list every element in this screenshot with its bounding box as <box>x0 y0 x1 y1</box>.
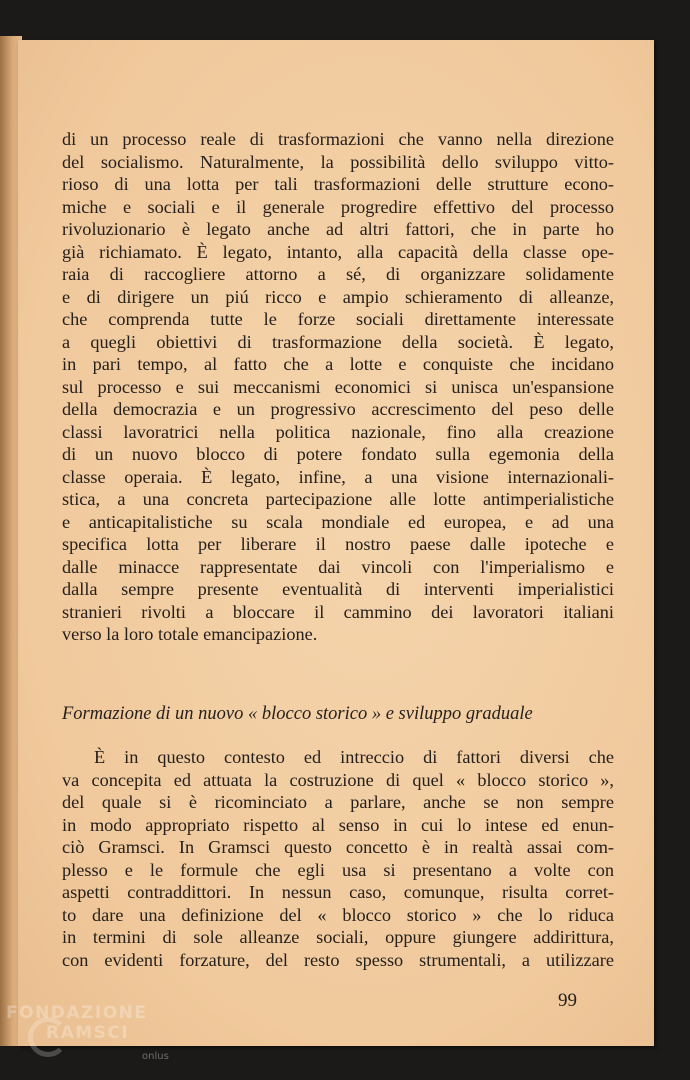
book-page <box>18 40 654 1046</box>
text-line: aspetti contraddittori. In nessun caso, comunque, risulta corret- <box>62 882 614 902</box>
text-line: verso la loro totale emancipazione. <box>62 624 318 644</box>
text-line: to dare una definizione del « blocco storico » che lo riduca <box>62 904 614 925</box>
text-line: ciò Gramsci. In Gramsci questo concetto è in realtà assai com- <box>62 837 614 857</box>
watermark-line1: FONDAZIONE <box>6 1003 148 1023</box>
text-line: È in questo contesto ed intreccio di fattori diversi che <box>94 747 614 767</box>
text-line: plesso e le formule che egli usa si presentano a volte con <box>62 859 614 880</box>
watermark-suffix: onlus <box>142 1051 169 1062</box>
text-line: classe operaia. È legato, infine, a una visione internazionali- <box>62 466 614 487</box>
text-line: e di dirigere un piú ricco e ampio schieramento di alleanze, <box>62 286 614 307</box>
text-line: in modo appropriato rispetto al senso in cui lo intese ed enun- <box>62 814 614 835</box>
body-paragraph-1 <box>62 128 614 646</box>
text-line: che comprenda tutte le forze sociali direttamente interessate <box>62 309 614 329</box>
text-line: in termini di sole alleanze sociali, oppure giungere addirittura, <box>62 927 614 947</box>
section-heading: Formazione di un nuovo « blocco storico » e sviluppo graduale <box>62 704 533 724</box>
text-line: del socialismo. Naturalmente, la possibilità dello sviluppo vitto- <box>62 151 614 172</box>
text-line: stranieri rivolti a bloccare il cammino dei lavoratori italiani <box>62 601 614 622</box>
text-line: di un nuovo blocco di potere fondato sulla egemonia della <box>62 444 614 464</box>
body-paragraph-2 <box>62 746 614 971</box>
text-line: sul processo e sui meccanismi economici si unisca un'espansione <box>62 376 614 397</box>
text-line: stica, a una concreta partecipazione alle lotte antimperialistiche <box>62 489 614 509</box>
text-line: dalla sempre presente eventualità di interventi imperialistici <box>62 579 614 599</box>
text-line: miche e sociali e il generale progredire effettivo del processo <box>62 196 614 217</box>
text-line: raia di raccogliere attorno a sé, di organizzare solidamente <box>62 264 614 284</box>
page-number: 99 <box>558 990 577 1011</box>
fondazione-gramsci-watermark <box>6 1003 206 1073</box>
text-line: rioso di una lotta per tali trasformazioni delle strutture econo- <box>62 174 614 194</box>
text-line: di un processo reale di trasformazioni che vanno nella direzione <box>62 129 614 149</box>
text-line: già richiamato. È legato, intanto, alla capacità della classe ope- <box>62 241 614 262</box>
text-line: con evidenti forzature, del resto spesso strumentali, a utilizzare <box>62 949 614 970</box>
text-line: a quegli obiettivi di trasformazione della società. È legato, <box>62 331 614 352</box>
text-line: della democrazia e un progressivo accrescimento del peso delle <box>62 399 614 419</box>
text-line: dalle minacce rappresentate dai vincoli con l'imperialismo e <box>62 556 614 577</box>
text-line: rivoluzionario è legato anche ad altri fattori, che in parte ho <box>62 219 614 239</box>
watermark-line2: RAMSCI <box>46 1023 130 1043</box>
text-line: in pari tempo, al fatto che a lotte e conquiste che incidano <box>62 354 614 374</box>
text-line: va concepita ed attuata la costruzione di quel « blocco storico », <box>62 769 614 790</box>
text-line: classi lavoratrici nella politica nazionale, fino alla creazione <box>62 421 614 442</box>
text-line: del quale si è ricominciato a parlare, anche se non sempre <box>62 792 614 812</box>
text-line: e anticapitalistiche su scala mondiale ed europea, e ad una <box>62 511 614 532</box>
text-line: specifica lotta per liberare il nostro paese dalle ipoteche e <box>62 534 614 554</box>
